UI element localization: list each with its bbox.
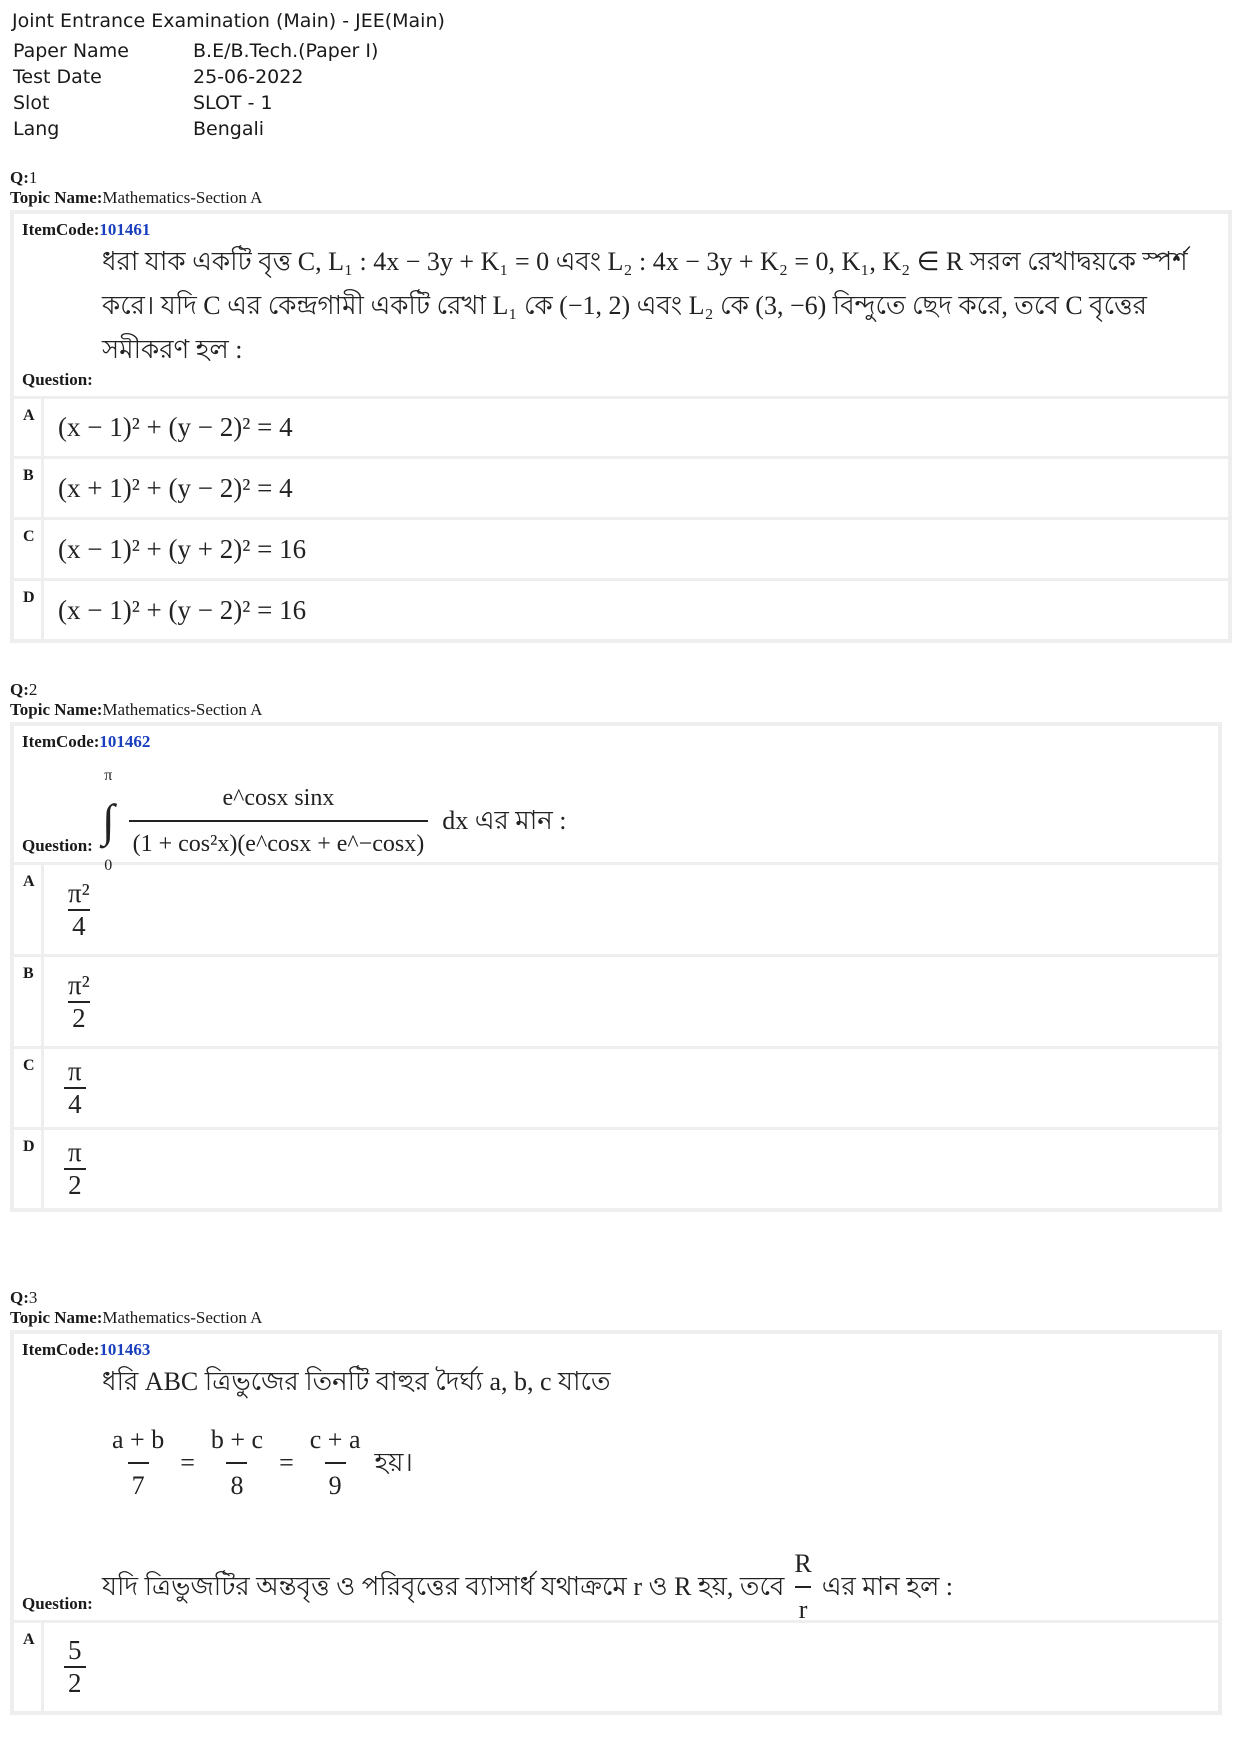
exam-title: Joint Entrance Examination (Main) - JEE(Main): [12, 10, 445, 32]
question-row: [14, 1334, 1218, 1624]
option-fraction: $\frac{\text{π²}}{4}$: [68, 877, 90, 941]
option-letter: A: [14, 399, 44, 456]
option-row-c[interactable]: [14, 1046, 1218, 1127]
integral-expression: [102, 752, 1218, 896]
question-block-3: [10, 1288, 1222, 1715]
option-fraction: $\frac{\pi}{4}$: [64, 1056, 86, 1120]
integrand-numerator: e^cosx sinx: [222, 785, 335, 811]
question-text: ধরা যাক একটি বৃত্ত C, L₁ : 4x − 3y + K₁ = 0 এবং L₂ : 4x − 3y + K₂ = 0, K₁, K₂ ∈ R সরল রেখাদ্বয়কে স্পর্শ করে। যদি C এর কেন্দ্রগামী একটি রেখা L₁ কে (−1, 2) এবং L₂ কে (3, −6) বিন্দুতে ছেদ করে, তবে C বৃত্তের সমীকরণ হল :: [102, 247, 1188, 364]
question-row: [14, 726, 1218, 874]
question-line-3: যদি ত্রিভুজটির অন্তবৃত্ত ও পরিবৃত্তের ব্যাসার্ধ যথাক্রমে r ও R হয়, তবে $\frac{R}{r}$ এর মান হল :: [102, 1542, 1208, 1632]
meta-key: Lang: [13, 118, 60, 140]
meta-value: Bengali: [193, 118, 265, 140]
item-code: ItemCode:101462: [22, 732, 151, 751]
exam-header: [12, 10, 445, 142]
topic-name: Topic Name:Mathematics-Section A: [10, 188, 263, 207]
meta-row-test-date: [13, 64, 445, 90]
topic-name: Topic Name:Mathematics-Section A: [10, 1308, 263, 1327]
question-label: Question:: [22, 836, 93, 855]
meta-row-paper-name: [13, 38, 445, 64]
question-number: Q:2: [10, 680, 38, 699]
meta-value: SLOT - 1: [193, 92, 273, 114]
integral-tail: dx এর মান :: [442, 806, 567, 835]
question-number: Q:1: [10, 168, 38, 187]
option-letter: A: [14, 1623, 44, 1711]
option-row-b[interactable]: [14, 456, 1228, 517]
ratio-fraction: $\frac{c + a}{9}$: [306, 1418, 365, 1508]
option-text: (x − 1)² + (y − 2)² = 16: [58, 594, 307, 625]
option-letter: A: [14, 865, 44, 954]
option-text: (x − 1)² + (y − 2)² = 4: [58, 412, 293, 442]
item-code: ItemCode:101463: [22, 1340, 151, 1359]
option-text: (x + 1)² + (y − 2)² = 4: [58, 472, 293, 503]
option-letter: B: [14, 957, 44, 1046]
option-row-a[interactable]: [14, 396, 1228, 456]
option-row-d[interactable]: [14, 1127, 1218, 1208]
meta-key: Slot: [13, 92, 50, 114]
option-text: (x − 1)² + (y + 2)² = 16: [58, 533, 307, 564]
question-label: Question:: [22, 370, 93, 389]
question-row: [14, 214, 1228, 396]
option-letter: D: [14, 1130, 44, 1208]
meta-row-lang: [13, 116, 445, 142]
question-block-2: [10, 680, 1222, 1212]
item-code: ItemCode:101461: [22, 220, 151, 239]
integrand-denominator: (1 + cos²x)(e^cosx + e^−cosx): [129, 820, 429, 866]
option-letter: C: [14, 1049, 44, 1127]
question-label: Question:: [22, 1594, 93, 1613]
integral-sign: π ∫ 0: [102, 767, 115, 874]
option-row-c[interactable]: [14, 517, 1228, 578]
question-block-1: [10, 168, 1232, 643]
question-table: [10, 1330, 1222, 1715]
option-letter: C: [14, 520, 44, 578]
question-text: [102, 1360, 1218, 1640]
ratio-fraction: $\frac{b + c}{8}$: [207, 1418, 267, 1508]
question-number: Q:3: [10, 1288, 38, 1307]
question-table: [10, 210, 1232, 643]
topic-name: Topic Name:Mathematics-Section A: [10, 700, 263, 719]
meta-value: 25-06-2022: [193, 66, 304, 88]
meta-row-slot: [13, 90, 445, 116]
option-fraction: $\frac{\pi}{2}$: [64, 1137, 86, 1201]
r-ratio-fraction: $\frac{R}{r}$: [790, 1542, 815, 1632]
option-letter: D: [14, 581, 44, 639]
option-fraction: $\frac{\text{π²}}{2}$: [68, 969, 90, 1033]
meta-value: B.E/B.Tech.(Paper I): [193, 40, 379, 62]
option-row-b[interactable]: [14, 954, 1218, 1046]
option-letter: B: [14, 459, 44, 517]
question-table: [10, 722, 1222, 1212]
ratio-equation: $\frac{a + b}{7}$ = $\frac{b + c}{8}$ = $\frac{c + a}{9}$ হয়।: [102, 1418, 1208, 1508]
meta-key: Test Date: [13, 66, 102, 88]
option-fraction: $\frac{5}{2}$: [64, 1635, 86, 1699]
meta-key: Paper Name: [13, 40, 129, 62]
integrand-fraction: [129, 776, 429, 866]
question-line-1: ধরি ABC ত্রিভুজের তিনটি বাহুর দৈর্ঘ্য a, b, c যাতে: [102, 1367, 611, 1396]
option-row-d[interactable]: [14, 578, 1228, 639]
ratio-fraction: $\frac{a + b}{7}$: [108, 1418, 168, 1508]
